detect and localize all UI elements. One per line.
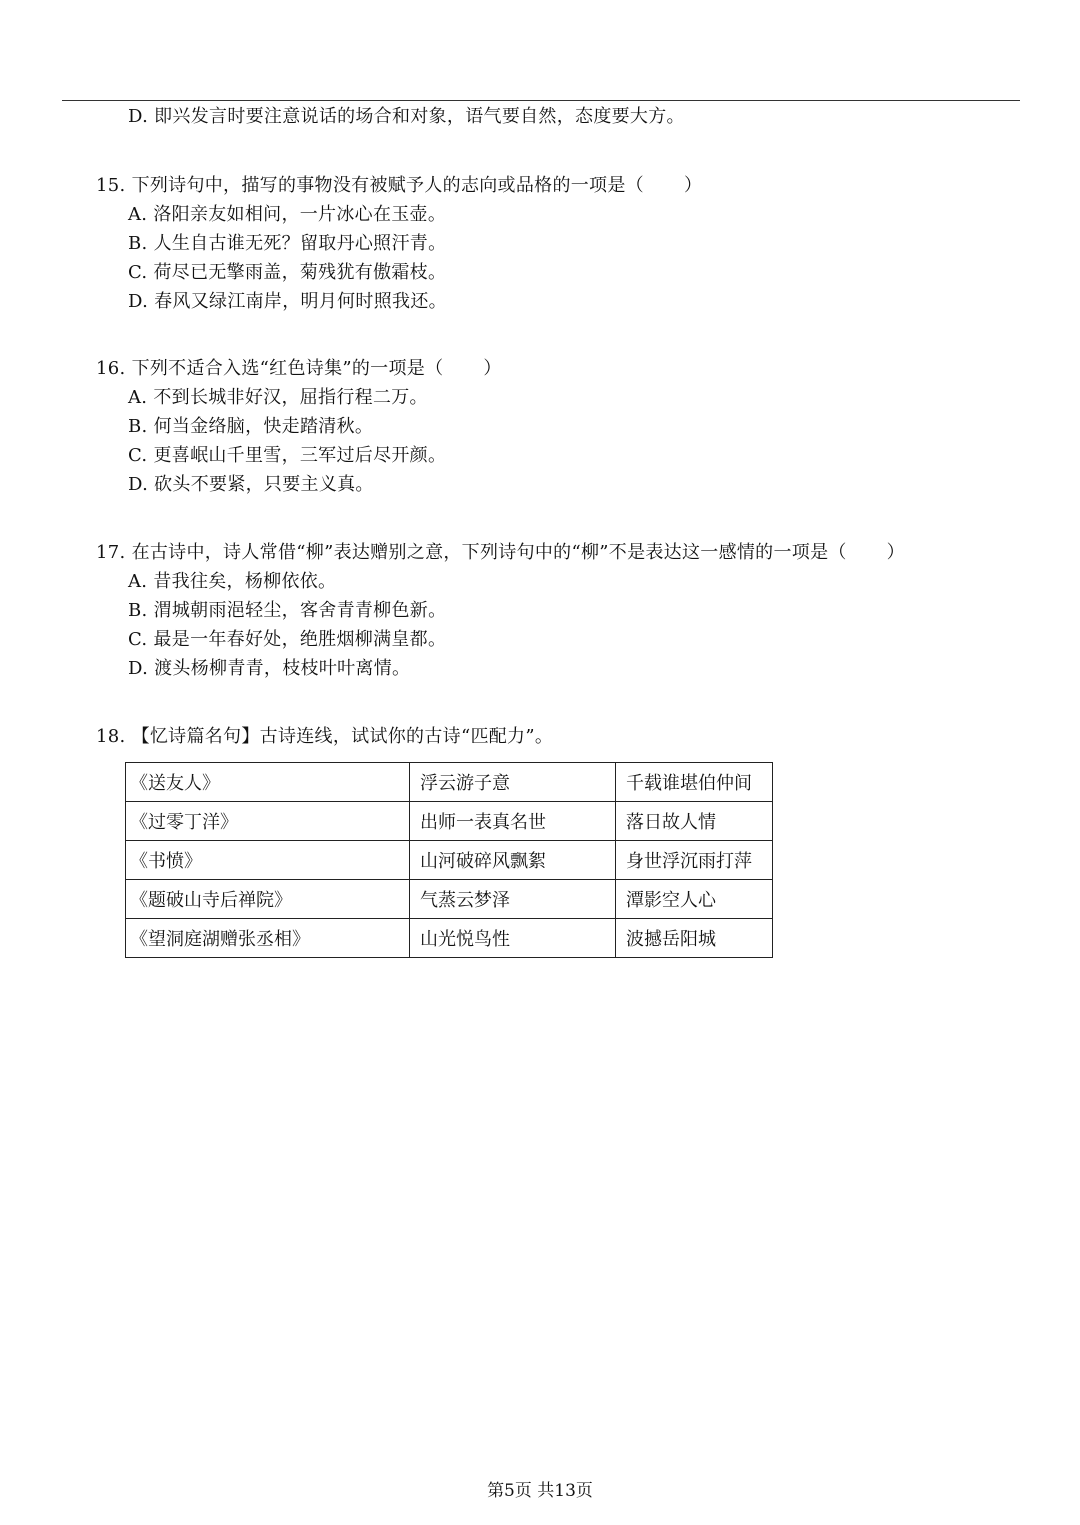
q18-stem-text: 【忆诗篇名句】古诗连线，试试你的古诗“匹配力”。	[131, 726, 554, 747]
second-line-cell[interactable]: 落日故人情	[616, 802, 773, 841]
q15-number: 15.	[96, 175, 126, 196]
q18-number: 18.	[96, 726, 126, 747]
table-row	[126, 880, 773, 919]
q15-stem-text: 下列诗句中，描写的事物没有被赋予人的志向或品格的一项是（	[131, 175, 644, 196]
q15-option-c: C. 荷尽已无擎雨盖，菊残犹有傲霜枝。	[128, 262, 447, 283]
table-row	[126, 802, 773, 841]
q17-stem	[96, 541, 905, 565]
first-line-cell[interactable]: 浮云游子意	[410, 763, 616, 802]
q14-option-d: D. 即兴发言时要注意说话的场合和对象，语气要自然，态度要大方。	[128, 106, 685, 127]
q15-stem	[96, 174, 702, 198]
second-line-cell[interactable]: 千载谁堪伯仲间	[616, 763, 773, 802]
poem-title-cell[interactable]: 《望洞庭湖赠张丞相》	[126, 919, 410, 958]
poem-matching-table	[125, 762, 773, 958]
poem-title-cell[interactable]: 《过零丁洋》	[126, 802, 410, 841]
q16-option-b: B. 何当金络脑，快走踏清秋。	[128, 416, 374, 437]
q16-number: 16.	[96, 358, 126, 379]
q17-option-a: A. 昔我往矣，杨柳依依。	[128, 571, 337, 592]
first-line-cell[interactable]: 出师一表真名世	[410, 802, 616, 841]
q17-option-d: D. 渡头杨柳青青，枝枝叶叶离情。	[128, 658, 411, 679]
first-line-cell[interactable]: 山河破碎风飘絮	[410, 841, 616, 880]
first-line-cell[interactable]: 气蒸云梦泽	[410, 880, 616, 919]
q17-number: 17.	[96, 542, 126, 563]
second-line-cell[interactable]: 波撼岳阳城	[616, 919, 773, 958]
table-row	[126, 841, 773, 880]
header-rule	[62, 100, 1020, 101]
q17-stem-close: ）	[886, 542, 905, 563]
first-line-cell[interactable]: 山光悦鸟性	[410, 919, 616, 958]
q16-stem	[96, 357, 502, 381]
second-line-cell[interactable]: 潭影空人心	[616, 880, 773, 919]
page-number-footer: 第5页 共13页	[487, 1481, 593, 1501]
q15-option-a: A. 洛阳亲友如相问，一片冰心在玉壶。	[128, 204, 447, 225]
q16-option-a: A. 不到长城非好汉，屈指行程二万。	[128, 387, 428, 408]
q16-option-c: C. 更喜岷山千里雪，三军过后尽开颜。	[128, 445, 447, 466]
q16-stem-close: ）	[483, 358, 502, 379]
poem-title-cell[interactable]: 《书愤》	[126, 841, 410, 880]
q16-option-d: D. 砍头不要紧，只要主义真。	[128, 474, 374, 495]
poem-title-cell[interactable]: 《送友人》	[126, 763, 410, 802]
q15-stem-close: ）	[683, 175, 703, 196]
q17-option-b: B. 渭城朝雨浥轻尘，客舍青青柳色新。	[128, 600, 447, 621]
q17-option-c: C. 最是一年春好处，绝胜烟柳满皇都。	[128, 629, 447, 650]
q18-stem	[96, 725, 553, 749]
q16-stem-text: 下列不适合入选“红色诗集”的一项是（	[131, 358, 444, 379]
table-row	[126, 919, 773, 958]
second-line-cell[interactable]: 身世浮沉雨打萍	[616, 841, 773, 880]
poem-title-cell[interactable]: 《题破山寺后禅院》	[126, 880, 410, 919]
table-row	[126, 763, 773, 802]
q15-option-b: B. 人生自古谁无死？留取丹心照汗青。	[128, 233, 447, 254]
q15-option-d: D. 春风又绿江南岸，明月何时照我还。	[128, 291, 447, 312]
q17-stem-text: 在古诗中，诗人常借“柳”表达赠别之意，下列诗句中的“柳”不是表达这一感情的一项是（	[131, 542, 847, 563]
